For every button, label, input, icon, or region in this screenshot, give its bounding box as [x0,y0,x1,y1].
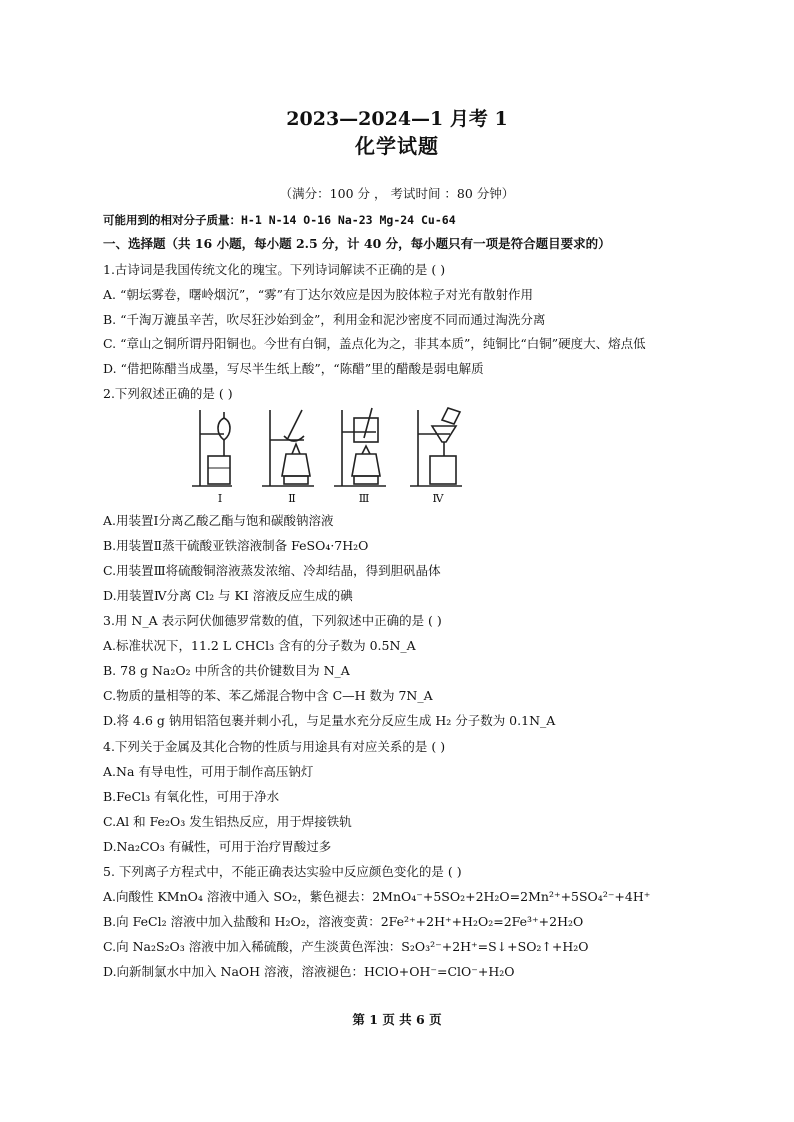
question-4-option-c: C.Al 和 Fe₂O₃ 发生铝热反应，用于焊接铁轨 [103,814,352,829]
exam-subject: 化学试题 [355,134,439,158]
question-5-option-d: D.向新制氯水中加入 NaOH 溶液，溶液褪色：HClO+OH⁻=ClO⁻+H₂O [103,964,515,979]
question-1-option-b: B. “千淘万漉虽辛苦，吹尽狂沙始到金”，利用金和泥沙密度不同而通过淘洗分离 [103,312,546,327]
question-5-stem: 5. 下列离子方程式中，不能正确表达实验中反应颜色变化的是 ( ) [103,864,462,879]
score-info: （满分：100 分 ， 考试时间 ：80 分钟） [279,186,515,201]
question-1-option-a: A. “朝坛雾卷，曙岭烟沉”，“雾”有丁达尔效应是因为胶体粒子对光有散射作用 [103,287,534,302]
question-3-option-a: A.标准状况下，11.2 L CHCl₃ 含有的分子数为 0.5N_A [103,638,416,653]
question-3-stem: 3.用 N_A 表示阿伏伽德罗常数的值，下列叙述中正确的是 ( ) [103,613,442,628]
section-heading: 一、选择题（共 16 小题，每小题 2.5 分，计 40 分，每小题只有一项是符合题目要求的） [103,236,611,251]
question-4-option-d: D.Na₂CO₃ 有碱性，可用于治疗胃酸过多 [103,839,332,854]
question-4-option-a: A.Na 有导电性，可用于制作高压钠灯 [103,764,314,779]
apparatus-label-2: Ⅱ [288,492,296,505]
apparatus-label-3: Ⅲ [358,492,370,505]
question-2-option-b: B.用装置Ⅱ蒸干硫酸亚铁溶液制备 FeSO₄·7H₂O [103,538,369,553]
question-1-stem: 1.古诗词是我国传统文化的瑰宝。下列诗词解读不正确的是 ( ) [103,262,446,277]
molar-mass-info: 可能用到的相对分子质量：H-1 N-14 O-16 Na-23 Mg-24 Cu-64 [103,213,456,227]
exam-title: 2023—2024—1 月考 1 [286,108,508,130]
question-2-stem: 2.下列叙述正确的是 ( ) [103,386,233,401]
apparatus-4 [410,408,462,486]
question-3-option-d: D.将 4.6 g 钠用铝箔包裹并刺小孔，与足量水充分反应生成 H₂ 分子数为 0.1N_A [103,713,556,728]
apparatus-1 [192,410,232,486]
question-2-option-a: A.用装置Ⅰ分离乙酸乙酯与饱和碳酸钠溶液 [103,513,334,528]
question-2-option-d: D.用装置Ⅳ分离 Cl₂ 与 KI 溶液反应生成的碘 [103,588,353,603]
question-5-option-c: C.向 Na₂S₂O₃ 溶液中加入稀硫酸，产生淡黄色浑浊：S₂O₃²⁻+2H⁺=S↓+SO₂↑+H₂O [103,939,589,954]
question-2-option-c: C.用装置Ⅲ将硫酸铜溶液蒸发浓缩、冷却结晶，得到胆矾晶体 [103,563,441,578]
apparatus-2 [262,410,314,486]
question-1-option-d: D. “借把陈醋当成墨，写尽半生纸上酸”，“陈醋”里的醋酸是弱电解质 [103,361,484,376]
apparatus-label-4: Ⅳ [432,492,444,505]
apparatus-3 [334,408,386,486]
apparatus-label-1: Ⅰ [217,492,223,505]
apparatus-figure [186,404,476,508]
question-4-stem: 4.下列关于金属及其化合物的性质与用途具有对应关系的是 ( ) [103,739,446,754]
page-number: 第 1 页 共 6 页 [352,1012,442,1027]
question-3-option-b: B. 78 g Na₂O₂ 中所含的共价键数目为 N_A [103,663,350,678]
question-5-option-a: A.向酸性 KMnO₄ 溶液中通入 SO₂，紫色褪去：2MnO₄⁻+5SO₂+2H₂O=2Mn²⁺+5SO₄²⁻+4H⁺ [103,889,651,904]
question-3-option-c: C.物质的量相等的苯、苯乙烯混合物中含 C—H 数为 7N_A [103,688,433,703]
question-5-option-b: B.向 FeCl₂ 溶液中加入盐酸和 H₂O₂，溶液变黄：2Fe²⁺+2H⁺+H₂O₂=2Fe³⁺+2H₂O [103,914,584,929]
question-4-option-b: B.FeCl₃ 有氧化性，可用于净水 [103,789,280,804]
question-1-option-c: C. “章山之铜所谓丹阳铜也。今世有白铜，盖点化为之，非其本质”，纯铜比“白铜”硬度大、熔点低 [103,336,646,351]
